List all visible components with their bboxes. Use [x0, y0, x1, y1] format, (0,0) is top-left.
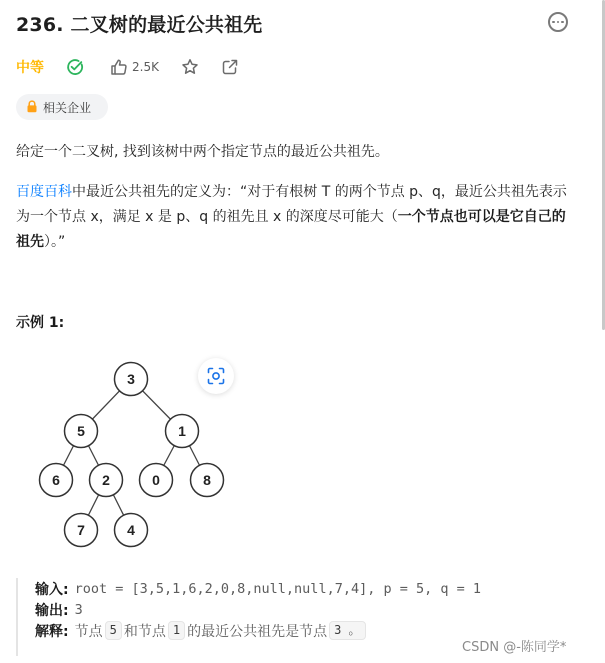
input-value: root = [3,5,1,6,2,0,8,null,null,7,4], p = 5, q = 1	[74, 580, 481, 597]
difficulty-label: 中等	[16, 60, 44, 76]
explanation-text: 的最近公共祖先是节点	[187, 623, 328, 640]
share-icon[interactable]	[221, 58, 239, 76]
definition-bold-text: 一个节点也可以是它自己的祖先	[16, 209, 566, 250]
solved-check-icon	[66, 58, 84, 76]
baidu-baike-link[interactable]: 百度百科	[16, 184, 72, 200]
code-chip: 5	[105, 621, 122, 640]
input-line	[35, 578, 586, 599]
thumbs-up-icon[interactable]	[110, 58, 128, 76]
tree-node-label: 2	[102, 472, 110, 488]
input-label: 输入:	[35, 581, 69, 598]
description-paragraph: 给定一个二叉树, 找到该树中两个指定节点的最近公共祖先。	[16, 144, 389, 160]
tree-node-label: 0	[152, 472, 160, 488]
problem-title: 236. 二叉树的最近公共祖先	[16, 14, 263, 36]
tree-node-label: 6	[52, 472, 60, 488]
tree-node-label: 3	[127, 371, 135, 387]
more-icon[interactable]	[548, 12, 568, 32]
tree-node-label: 5	[77, 423, 85, 439]
fit-view-icon[interactable]	[198, 358, 234, 394]
example-title: 示例 1:	[16, 315, 65, 331]
tree-node-label: 8	[203, 472, 211, 488]
definition-paragraph	[16, 180, 576, 255]
star-icon[interactable]	[181, 58, 199, 76]
tree-node-label: 4	[127, 522, 135, 538]
explanation-label: 解释:	[35, 623, 69, 640]
watermark: CSDN @-陈同学*	[462, 640, 567, 655]
problem-meta-bar	[16, 56, 239, 78]
related-companies-label: 相关企业	[43, 100, 92, 115]
definition-text: 中最近公共祖先的定义为：“对于有根树 T 的两个节点 p、q，最近公共祖先表示为一个节点 x，满足 x 是 p、q 的祖先且 x 的深度尽可能大（	[16, 184, 567, 225]
like-count: 2.5K	[132, 60, 159, 74]
output-label: 输出:	[35, 602, 69, 619]
tree-node-label: 1	[178, 423, 186, 439]
output-value: 3	[74, 601, 83, 618]
definition-end-text: ）。”	[44, 234, 66, 250]
related-companies-chip[interactable]	[16, 94, 108, 120]
code-chip: 1	[168, 621, 185, 640]
explanation-text: 节点	[74, 623, 103, 640]
code-chip: 3 。	[329, 621, 365, 640]
lock-icon	[26, 98, 38, 117]
tree-node-label: 7	[77, 522, 85, 538]
output-line	[35, 599, 586, 620]
explanation-text: 和节点	[123, 623, 166, 640]
